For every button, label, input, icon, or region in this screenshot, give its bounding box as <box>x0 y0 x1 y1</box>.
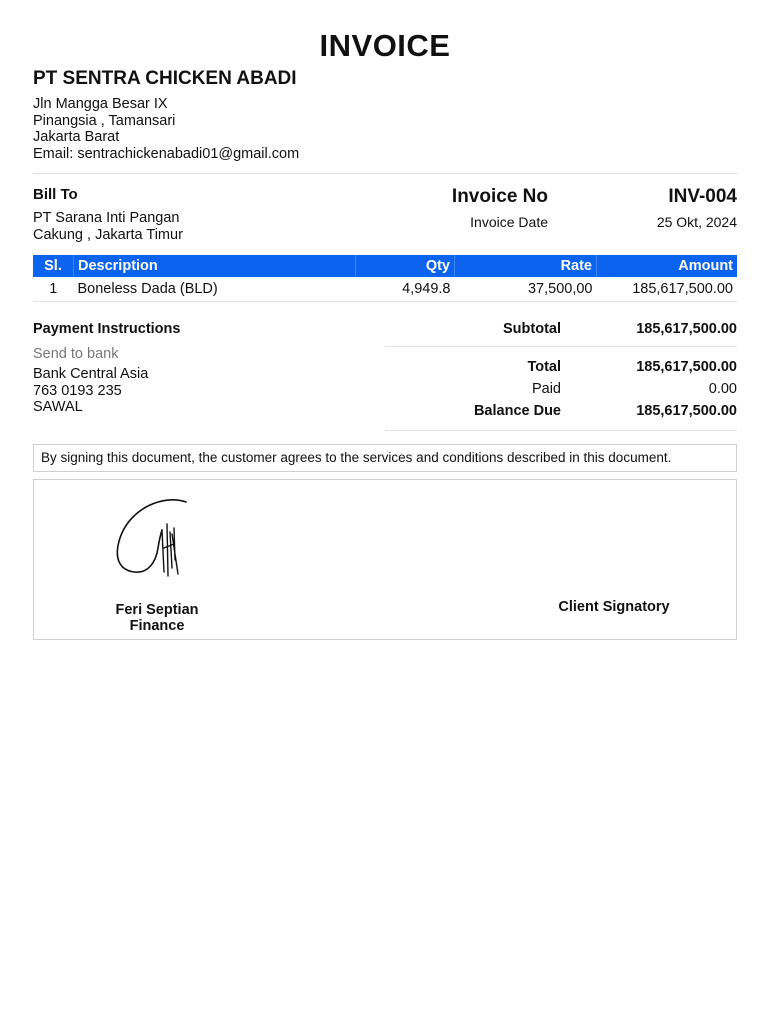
paid-label: Paid <box>531 381 561 397</box>
col-header-sl: Sl. <box>33 255 74 277</box>
item-sl: 1 <box>33 277 74 302</box>
items-table-header <box>33 255 737 277</box>
balance-label: Balance Due <box>473 403 561 419</box>
document-title: INVOICE <box>319 28 451 63</box>
signer-block <box>92 602 222 634</box>
payment-details <box>33 366 148 416</box>
signature-box <box>33 479 737 640</box>
item-description: Boneless Dada (BLD) <box>74 277 356 302</box>
item-amount: 185,617,500.00 <box>597 277 738 302</box>
payment-account: 763 0193 235 <box>33 382 122 399</box>
paid-value: 0.00 <box>708 381 737 397</box>
col-header-rate: Rate <box>455 255 597 277</box>
item-qty: 4,949.8 <box>356 277 455 302</box>
invoice-date-label: Invoice Date <box>470 214 548 230</box>
seller-name: PT SENTRA CHICKEN ABADI <box>33 68 297 89</box>
invoice-number: INV-004 <box>668 186 737 207</box>
col-header-amount: Amount <box>597 255 738 277</box>
totals-bottom-divider <box>385 430 737 431</box>
total-value: 185,617,500.00 <box>636 359 737 375</box>
bill-to-address <box>33 210 183 243</box>
bill-to-heading: Bill To <box>33 186 78 203</box>
payment-heading: Payment Instructions <box>33 321 181 337</box>
col-header-qty: Qty <box>356 255 455 277</box>
signer-name: Feri Septian <box>115 602 199 618</box>
seller-address <box>33 96 299 162</box>
col-header-description: Description <box>74 255 356 277</box>
item-rate: 37,500,00 <box>455 277 597 302</box>
bill-to-line: PT Sarana Inti Pangan <box>33 210 180 226</box>
table-row <box>33 277 737 302</box>
terms-text: By signing this document, the customer agrees to the services and conditions described in this document. <box>41 450 672 465</box>
subtotal-label: Subtotal <box>503 321 561 337</box>
payment-bank: Bank Central Asia <box>33 366 149 382</box>
subtotal-value: 185,617,500.00 <box>636 321 737 337</box>
client-signatory-label: Client Signatory <box>558 599 670 615</box>
terms-box <box>33 444 737 472</box>
seller-address-line: Jln Mangga Besar IX <box>33 96 168 112</box>
payment-account-name: SAWAL <box>33 399 83 415</box>
signature-image <box>112 498 202 588</box>
seller-email: Email: sentrachickenabadi01@gmail.com <box>33 145 300 162</box>
signer-role: Finance <box>129 618 185 634</box>
seller-address-line: Pinangsia , Tamansari <box>33 112 176 129</box>
balance-value: 185,617,500.00 <box>636 403 737 419</box>
totals-divider <box>385 346 737 347</box>
items-table <box>33 255 737 302</box>
total-label: Total <box>527 359 561 375</box>
bill-to-line: Cakung , Jakarta Timur <box>33 226 183 243</box>
header-divider <box>33 173 737 174</box>
invoice-number-label: Invoice No <box>451 186 548 207</box>
invoice-date: 25 Okt, 2024 <box>656 214 737 230</box>
payment-subheading: Send to bank <box>33 346 119 362</box>
seller-address-line: Jakarta Barat <box>33 129 120 145</box>
